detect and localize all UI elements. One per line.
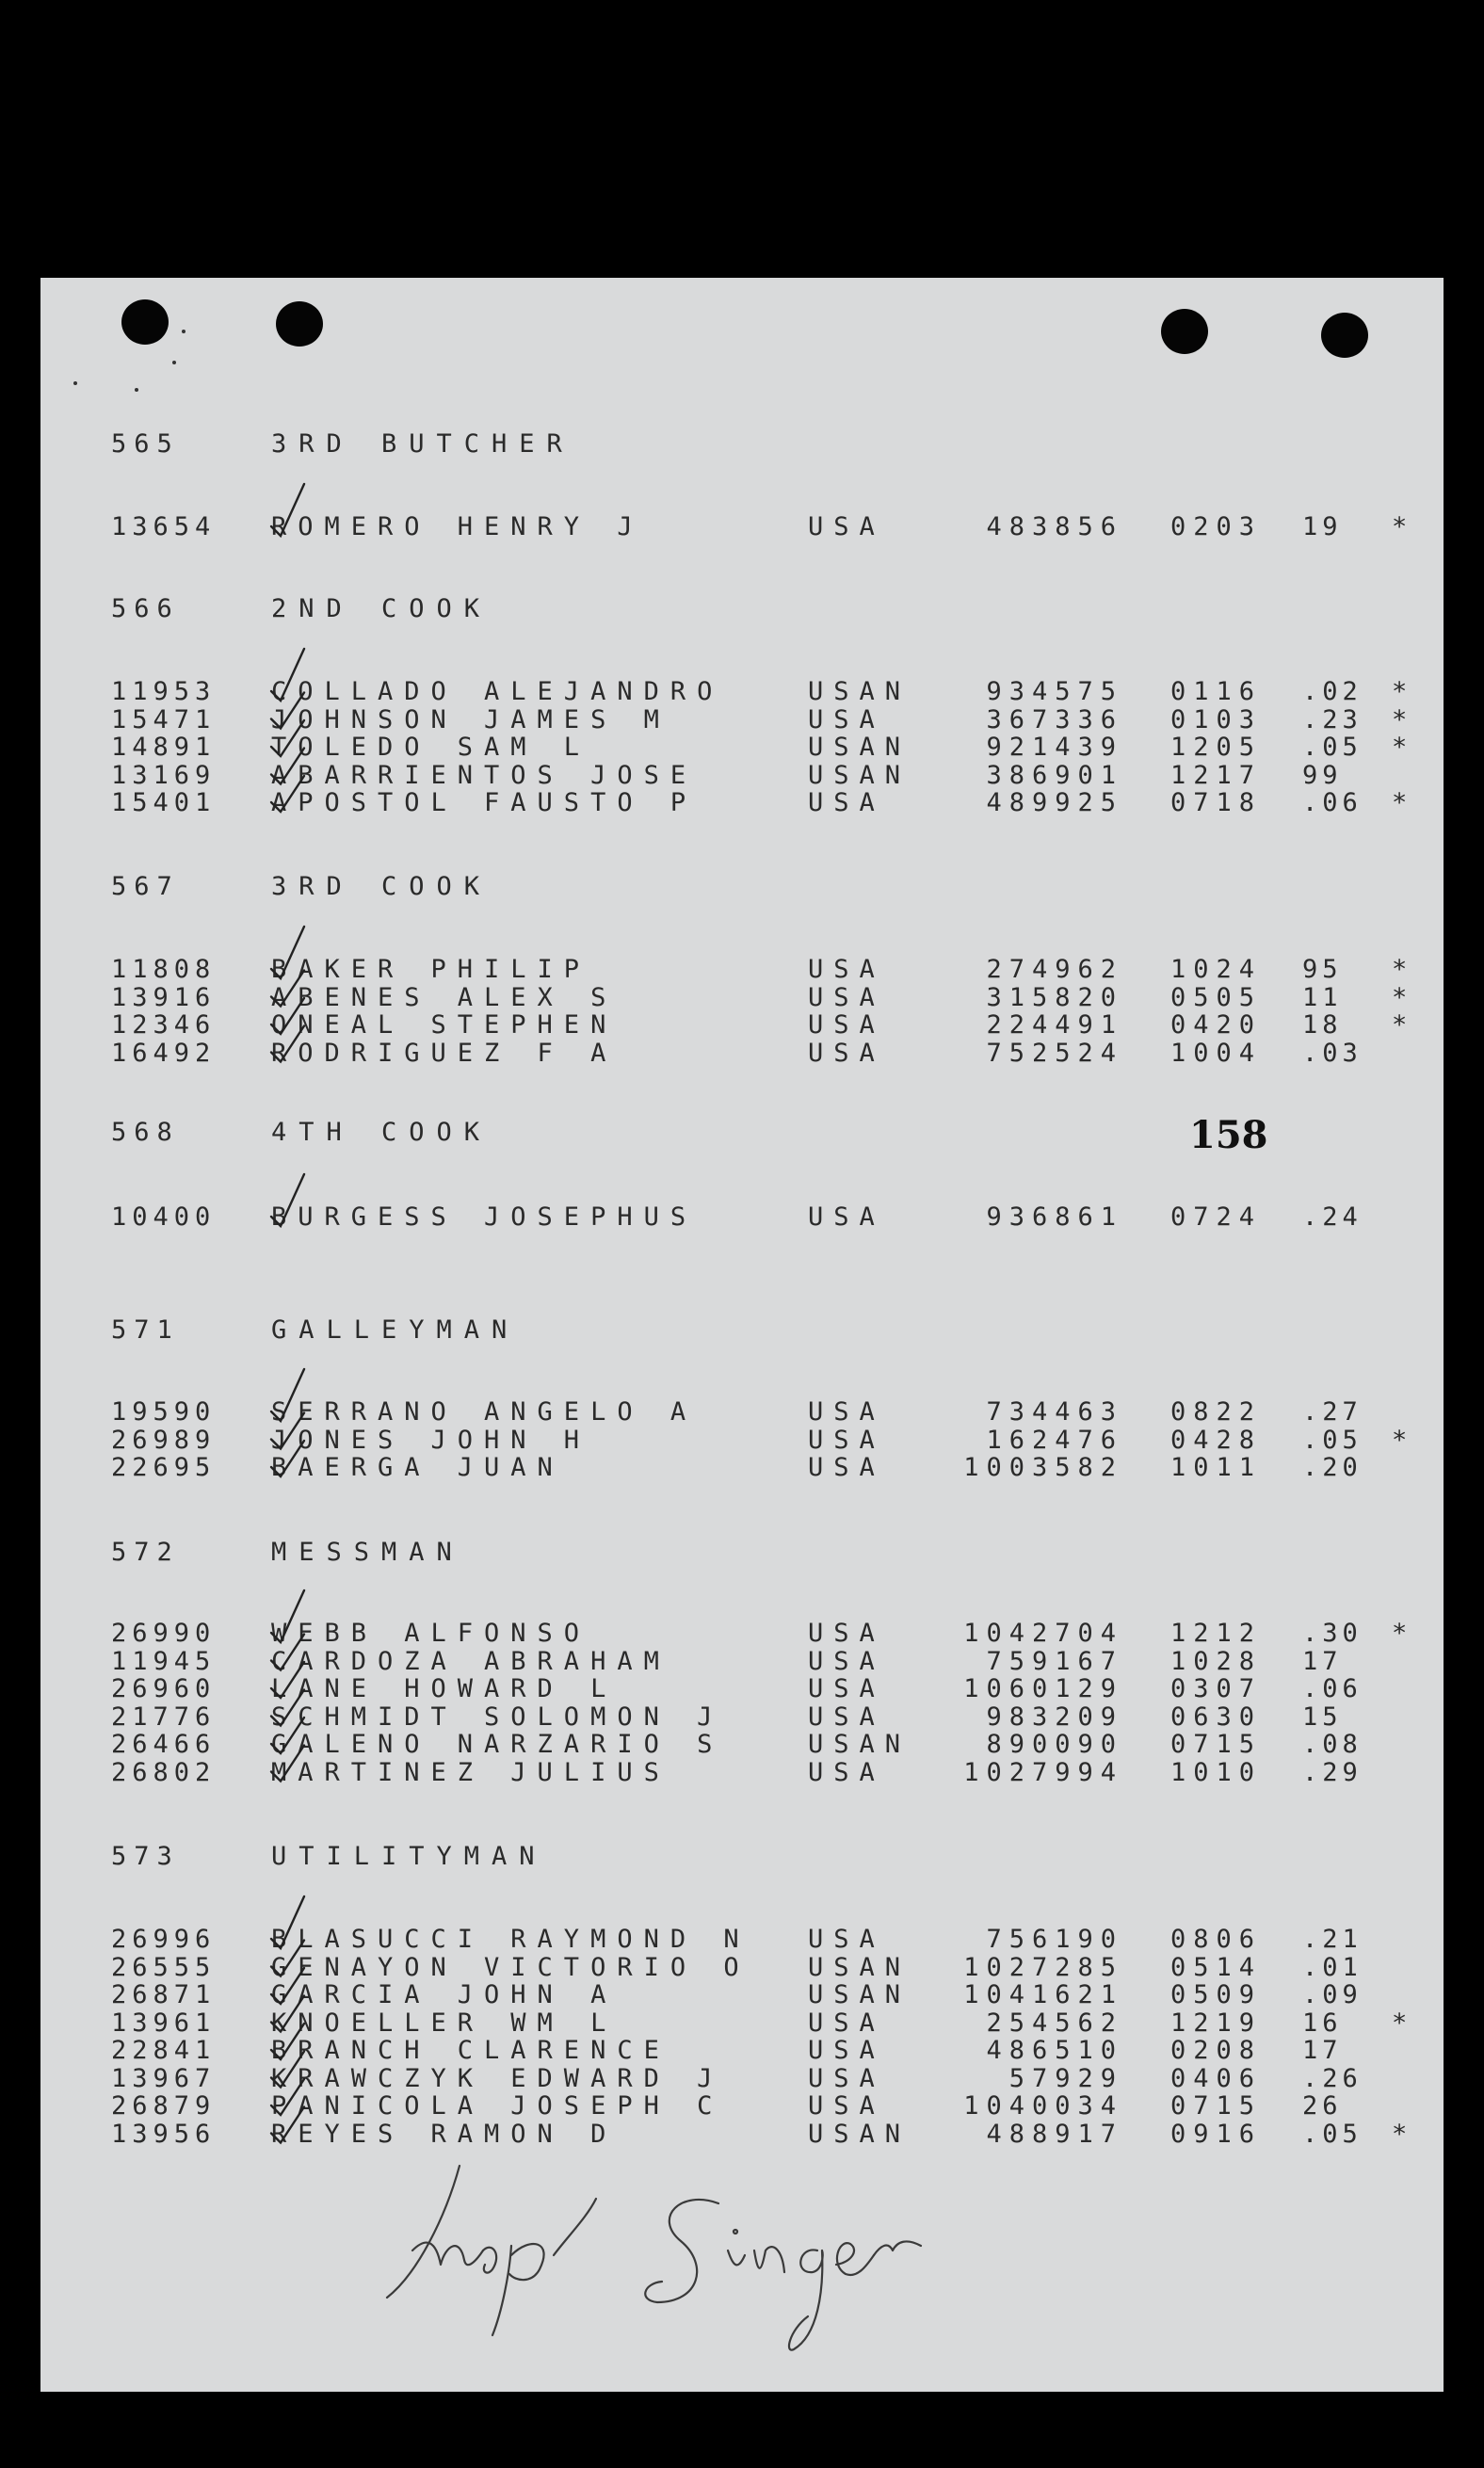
cell-nat: USA: [808, 1038, 885, 1068]
cell-num: 936861: [986, 1202, 1123, 1232]
speck: [73, 381, 77, 385]
cell-date: 0509: [1170, 1980, 1263, 2009]
cell-val: .24: [1302, 1202, 1363, 1232]
cell-name: RODRIGUEZ F A: [271, 1038, 618, 1068]
section-title: MESSMAN: [271, 1538, 464, 1567]
section-title: 4TH COOK: [271, 1118, 492, 1147]
cell-val: 18: [1302, 1010, 1343, 1040]
cell-val: 26: [1302, 2091, 1343, 2121]
section-title: GALLEYMAN: [271, 1315, 520, 1345]
cell-num: 162476: [986, 1425, 1123, 1455]
cell-num: 1003582: [963, 1453, 1123, 1482]
cell-val: .29: [1302, 1757, 1363, 1787]
cell-date: 0916: [1170, 2119, 1263, 2149]
cell-id: 13956: [111, 2119, 217, 2149]
cell-val: .05: [1302, 733, 1363, 762]
cell-num: 890090: [986, 1730, 1123, 1759]
cell-name: JOHNSON JAMES M: [271, 704, 670, 734]
page-number: 158: [1189, 1113, 1268, 1157]
cell-num: 486510: [986, 2036, 1123, 2065]
section-code: 572: [111, 1538, 180, 1567]
cell-star: *: [1392, 2008, 1408, 2038]
section-title: UTILITYMAN: [271, 1842, 547, 1871]
cell-date: 0718: [1170, 788, 1263, 817]
cell-num: 759167: [986, 1646, 1123, 1676]
cell-val: 17: [1302, 1646, 1343, 1676]
cell-val: 19: [1302, 512, 1343, 541]
cell-val: 99: [1302, 760, 1343, 790]
section-code: 571: [111, 1315, 180, 1345]
cell-date: 0505: [1170, 982, 1263, 1012]
cell-val: .20: [1302, 1453, 1363, 1482]
cell-nat: USAN: [808, 733, 911, 762]
cell-id: 14891: [111, 733, 217, 762]
cell-nat: USA: [808, 1425, 885, 1455]
cell-name: TOLEDO SAM L: [271, 733, 591, 762]
cell-name: ABENES ALEX S: [271, 982, 618, 1012]
cell-star: *: [1392, 677, 1408, 706]
cell-name: COLLADO ALEJANDRO: [271, 677, 724, 706]
cell-date: 0428: [1170, 1425, 1263, 1455]
section-title: 3RD BUTCHER: [271, 429, 574, 459]
cell-date: 0116: [1170, 677, 1263, 706]
cell-val: .30: [1302, 1619, 1363, 1648]
cell-id: 11945: [111, 1646, 217, 1676]
cell-nat: USAN: [808, 1952, 911, 1982]
cell-star: *: [1392, 733, 1408, 762]
cell-val: .27: [1302, 1397, 1363, 1427]
cell-num: 315820: [986, 982, 1123, 1012]
cell-num: 483856: [986, 512, 1123, 541]
cell-num: 752524: [986, 1038, 1123, 1068]
cell-id: 26879: [111, 2091, 217, 2121]
cell-nat: USAN: [808, 677, 911, 706]
cell-num: 274962: [986, 955, 1123, 984]
cell-num: 224491: [986, 1010, 1123, 1040]
cell-date: 1219: [1170, 2008, 1263, 2038]
cell-num: 1060129: [963, 1674, 1123, 1703]
cell-nat: USA: [808, 1202, 885, 1232]
cell-name: BLASUCCI RAYMOND N: [271, 1925, 750, 1954]
cell-date: 1212: [1170, 1619, 1263, 1648]
cell-nat: USA: [808, 982, 885, 1012]
cell-date: 0806: [1170, 1925, 1263, 1954]
cell-date: 0514: [1170, 1952, 1263, 1982]
cell-name: BURGESS JOSEPHUS: [271, 1202, 698, 1232]
cell-nat: USA: [808, 788, 885, 817]
cell-num: 921439: [986, 733, 1123, 762]
cell-id: 22695: [111, 1453, 217, 1482]
cell-val: .21: [1302, 1925, 1363, 1954]
cell-id: 22841: [111, 2036, 217, 2065]
cell-name: REYES RAMON D: [271, 2119, 618, 2149]
cell-id: 13961: [111, 2008, 217, 2038]
cell-star: *: [1392, 704, 1408, 734]
cell-val: 11: [1302, 982, 1343, 1012]
cell-id: 11953: [111, 677, 217, 706]
cell-date: 0307: [1170, 1674, 1263, 1703]
cell-date: 1205: [1170, 733, 1263, 762]
cell-name: GENAYON VICTORIO O: [271, 1952, 750, 1982]
cell-num: 756190: [986, 1925, 1123, 1954]
cell-date: 0103: [1170, 704, 1263, 734]
punch-hole: [1161, 309, 1208, 354]
cell-name: ONEAL STEPHEN: [271, 1010, 618, 1040]
section-code: 567: [111, 872, 180, 901]
cell-star: *: [1392, 1619, 1408, 1648]
cell-val: .03: [1302, 1038, 1363, 1068]
cell-id: 13654: [111, 512, 217, 541]
cell-id: 26555: [111, 1952, 217, 1982]
cell-nat: USAN: [808, 2119, 911, 2149]
cell-name: SERRANO ANGELO A: [271, 1397, 698, 1427]
cell-star: *: [1392, 512, 1408, 541]
cell-nat: USA: [808, 2063, 885, 2093]
cell-name: LANE HOWARD L: [271, 1674, 618, 1703]
cell-val: 95: [1302, 955, 1343, 984]
cell-val: .05: [1302, 2119, 1363, 2149]
cell-num: 734463: [986, 1397, 1123, 1427]
cell-val: .23: [1302, 704, 1363, 734]
cell-id: 11808: [111, 955, 217, 984]
cell-id: 16492: [111, 1038, 217, 1068]
cell-id: 26990: [111, 1619, 217, 1648]
cell-nat: USA: [808, 1646, 885, 1676]
cell-name: KRAWCZYK EDWARD J: [271, 2063, 724, 2093]
cell-id: 26996: [111, 1925, 217, 1954]
speck: [135, 388, 138, 392]
cell-id: 15471: [111, 704, 217, 734]
cell-nat: USA: [808, 1010, 885, 1040]
cell-val: .09: [1302, 1980, 1363, 2009]
cell-id: 19590: [111, 1397, 217, 1427]
cell-nat: USA: [808, 1757, 885, 1787]
cell-date: 0208: [1170, 2036, 1263, 2065]
cell-name: ABARRIENTOS JOSE: [271, 760, 698, 790]
cell-name: PANICOLA JOSEPH C: [271, 2091, 724, 2121]
cell-star: *: [1392, 2119, 1408, 2149]
cell-nat: USA: [808, 2036, 885, 2065]
cell-id: 12346: [111, 1010, 217, 1040]
cell-name: BAKER PHILIP: [271, 955, 591, 984]
cell-val: 17: [1302, 2036, 1343, 2065]
section-code: 566: [111, 594, 180, 623]
cell-name: GALENO NARZARIO S: [271, 1730, 724, 1759]
cell-num: 1041621: [963, 1980, 1123, 2009]
section-title: 3RD COOK: [271, 872, 492, 901]
cell-nat: USA: [808, 704, 885, 734]
cell-id: 21776: [111, 1702, 217, 1732]
cell-date: 0724: [1170, 1202, 1263, 1232]
cell-id: 15401: [111, 788, 217, 817]
cell-name: WEBB ALFONSO: [271, 1619, 591, 1648]
section-code: 573: [111, 1842, 180, 1871]
cell-val: .01: [1302, 1952, 1363, 1982]
cell-id: 13967: [111, 2063, 217, 2093]
cell-date: 0822: [1170, 1397, 1263, 1427]
cell-name: CARDOZA ABRAHAM: [271, 1646, 670, 1676]
cell-name: MARTINEZ JULIUS: [271, 1757, 670, 1787]
cell-num: 1027285: [963, 1952, 1123, 1982]
cell-num: 488917: [986, 2119, 1123, 2149]
cell-star: *: [1392, 788, 1408, 817]
cell-date: 0406: [1170, 2063, 1263, 2093]
cell-num: 983209: [986, 1702, 1123, 1732]
cell-nat: USA: [808, 1925, 885, 1954]
cell-num: 1042704: [963, 1619, 1123, 1648]
cell-val: 16: [1302, 2008, 1343, 2038]
cell-num: 934575: [986, 677, 1123, 706]
cell-num: 1040034: [963, 2091, 1123, 2121]
cell-nat: USAN: [808, 1730, 911, 1759]
speck: [182, 330, 186, 333]
cell-num: 367336: [986, 704, 1123, 734]
cell-date: 1004: [1170, 1038, 1263, 1068]
cell-nat: USAN: [808, 760, 911, 790]
cell-name: SCHMIDT SOLOMON J: [271, 1702, 724, 1732]
speck: [172, 361, 176, 364]
cell-nat: USA: [808, 1397, 885, 1427]
cell-nat: USA: [808, 512, 885, 541]
cell-star: *: [1392, 1425, 1408, 1455]
cell-date: 1011: [1170, 1453, 1263, 1482]
cell-val: 15: [1302, 1702, 1343, 1732]
cell-nat: USA: [808, 1702, 885, 1732]
cell-nat: USA: [808, 2091, 885, 2121]
cell-id: 26466: [111, 1730, 217, 1759]
punch-hole: [1321, 313, 1368, 358]
cell-num: 1027994: [963, 1757, 1123, 1787]
cell-val: .06: [1302, 788, 1363, 817]
cell-date: 0203: [1170, 512, 1263, 541]
cell-id: 26871: [111, 1980, 217, 2009]
cell-date: 0630: [1170, 1702, 1263, 1732]
cell-name: KNOELLER WM L: [271, 2008, 618, 2038]
cell-date: 1217: [1170, 760, 1263, 790]
cell-name: JONES JOHN H: [271, 1425, 591, 1455]
section-title: 2ND COOK: [271, 594, 492, 623]
cell-nat: USA: [808, 1453, 885, 1482]
punch-hole: [121, 299, 169, 345]
punch-hole: [276, 301, 323, 347]
cell-date: 0715: [1170, 1730, 1263, 1759]
cell-num: 489925: [986, 788, 1123, 817]
cell-id: 26989: [111, 1425, 217, 1455]
cell-date: 1024: [1170, 955, 1263, 984]
section-code: 565: [111, 429, 180, 459]
cell-val: .26: [1302, 2063, 1363, 2093]
cell-date: 0420: [1170, 1010, 1263, 1040]
cell-val: .08: [1302, 1730, 1363, 1759]
cell-val: .02: [1302, 677, 1363, 706]
cell-star: *: [1392, 955, 1408, 984]
cell-num: 254562: [986, 2008, 1123, 2038]
cell-val: .06: [1302, 1674, 1363, 1703]
cell-id: 13169: [111, 760, 217, 790]
cell-name: APOSTOL FAUSTO P: [271, 788, 698, 817]
cell-date: 1028: [1170, 1646, 1263, 1676]
cell-id: 26960: [111, 1674, 217, 1703]
cell-name: BAERGA JUAN: [271, 1453, 564, 1482]
cell-num: 386901: [986, 760, 1123, 790]
cell-id: 26802: [111, 1757, 217, 1787]
cell-val: .05: [1302, 1425, 1363, 1455]
cell-name: GARCIA JOHN A: [271, 1980, 618, 2009]
cell-nat: USA: [808, 2008, 885, 2038]
cell-name: ROMERO HENRY J: [271, 512, 644, 541]
cell-num: 57929: [1008, 2063, 1123, 2093]
cell-star: *: [1392, 982, 1408, 1012]
document-page: [40, 278, 1444, 2392]
cell-id: 10400: [111, 1202, 217, 1232]
cell-star: *: [1392, 1010, 1408, 1040]
section-code: 568: [111, 1118, 180, 1147]
cell-date: 1010: [1170, 1757, 1263, 1787]
cell-nat: USAN: [808, 1980, 911, 2009]
cell-date: 0715: [1170, 2091, 1263, 2121]
cell-nat: USA: [808, 1619, 885, 1648]
cell-id: 13916: [111, 982, 217, 1012]
cell-nat: USA: [808, 955, 885, 984]
cell-name: BRANCH CLARENCE: [271, 2036, 670, 2065]
cell-nat: USA: [808, 1674, 885, 1703]
